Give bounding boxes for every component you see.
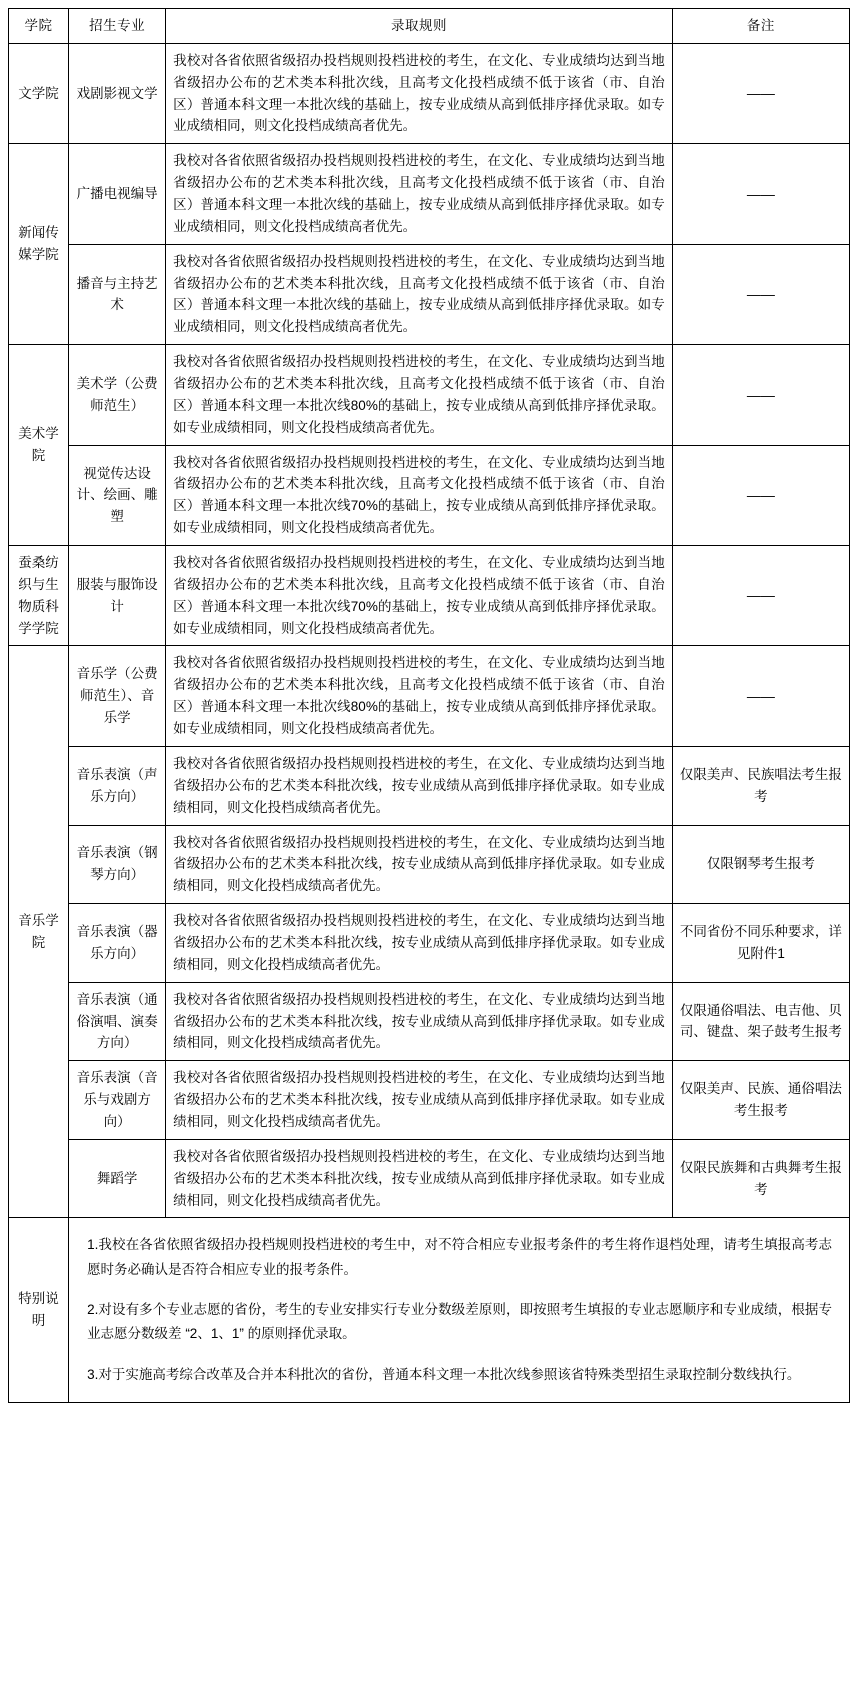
major-cell: 广播电视编导 [69, 144, 166, 244]
college-cell: 文学院 [9, 43, 69, 143]
table-row [9, 43, 850, 143]
header-remark: 备注 [672, 9, 849, 44]
major-cell: 舞蹈学 [69, 1139, 166, 1218]
table-row [9, 646, 850, 746]
major-cell: 音乐表演（声乐方向） [69, 746, 166, 825]
remark-cell: 仅限美声、民族、通俗唱法考生报考 [672, 1061, 849, 1140]
major-cell: 音乐表演（音乐与戏剧方向） [69, 1061, 166, 1140]
rule-cell: 我校对各省依照省级招办投档规则投档进校的考生，在文化、专业成绩均达到当地省级招办公布的艺术类本科批次线，且高考文化投档成绩不低于该省（市、自治区）普通本科文理一本批次线70%的基础上，按专业成绩从高到低排序择优录取。如专业成绩相同，则文化投档成绩高者优先。 [166, 546, 673, 646]
college-cell: 新闻传媒学院 [9, 144, 69, 345]
major-cell: 播音与主持艺术 [69, 244, 166, 344]
rule-cell: 我校对各省依照省级招办投档规则投档进校的考生，在文化、专业成绩均达到当地省级招办公布的艺术类本科批次线，按专业成绩从高到低排序择优录取。如专业成绩相同，则文化投档成绩高者优先。 [166, 746, 673, 825]
special-notes-body [69, 1218, 850, 1402]
table-header [9, 9, 850, 44]
rule-cell: 我校对各省依照省级招办投档规则投档进校的考生，在文化、专业成绩均达到当地省级招办公布的艺术类本科批次线，按专业成绩从高到低排序择优录取。如专业成绩相同，则文化投档成绩高者优先。 [166, 1139, 673, 1218]
remark-cell: —— [672, 445, 849, 545]
table-row [9, 445, 850, 545]
table-body [9, 43, 850, 1402]
college-cell: 蚕桑纺织与生物质科学学院 [9, 546, 69, 646]
remark-cell: —— [672, 244, 849, 344]
remark-cell: 不同省份不同乐种要求，详见附件1 [672, 904, 849, 983]
remark-cell: —— [672, 646, 849, 746]
major-cell: 视觉传达设计、绘画、雕塑 [69, 445, 166, 545]
college-cell: 美术学院 [9, 345, 69, 546]
header-row [9, 9, 850, 44]
major-cell: 音乐学（公费师范生）、音乐学 [69, 646, 166, 746]
college-cell: 音乐学院 [9, 646, 69, 1218]
special-notes-row [9, 1218, 850, 1402]
remark-cell: —— [672, 546, 849, 646]
major-cell: 美术学（公费师范生） [69, 345, 166, 445]
rule-cell: 我校对各省依照省级招办投档规则投档进校的考生，在文化、专业成绩均达到当地省级招办公布的艺术类本科批次线，按专业成绩从高到低排序择优录取。如专业成绩相同，则文化投档成绩高者优先。 [166, 825, 673, 904]
table-row [9, 144, 850, 244]
rule-cell: 我校对各省依照省级招办投档规则投档进校的考生，在文化、专业成绩均达到当地省级招办公布的艺术类本科批次线，且高考文化投档成绩不低于该省（市、自治区）普通本科文理一本批次线的基础上，按专业成绩从高到低排序择优录取。如专业成绩相同，则文化投档成绩高者优先。 [166, 144, 673, 244]
major-cell: 服装与服饰设计 [69, 546, 166, 646]
table-row [9, 345, 850, 445]
table-row [9, 546, 850, 646]
header-rule: 录取规则 [166, 9, 673, 44]
remark-cell: —— [672, 144, 849, 244]
remark-cell: —— [672, 43, 849, 143]
table-row [9, 982, 850, 1061]
rule-cell: 我校对各省依照省级招办投档规则投档进校的考生，在文化、专业成绩均达到当地省级招办公布的艺术类本科批次线，按专业成绩从高到低排序择优录取。如专业成绩相同，则文化投档成绩高者优先。 [166, 982, 673, 1061]
table-row [9, 825, 850, 904]
remark-cell: 仅限钢琴考生报考 [672, 825, 849, 904]
special-notes-label: 特别说明 [9, 1218, 69, 1402]
special-note-item: 1.我校在各省依照省级招办投档规则投档进校的考生中，对不符合相应专业报考条件的考生将作退档处理，请考生填报高考志愿时务必确认是否符合相应专业的报考条件。 [87, 1237, 832, 1277]
rule-cell: 我校对各省依照省级招办投档规则投档进校的考生，在文化、专业成绩均达到当地省级招办公布的艺术类本科批次线，按专业成绩从高到低排序择优录取。如专业成绩相同，则文化投档成绩高者优先。 [166, 1061, 673, 1140]
table-row [9, 1139, 850, 1218]
special-note-item: 3.对于实施高考综合改革及合并本科批次的省份，普通本科文理一本批次线参照该省特殊类型招生录取控制分数线执行。 [87, 1366, 801, 1382]
major-cell: 戏剧影视文学 [69, 43, 166, 143]
table-row [9, 904, 850, 983]
remark-cell: 仅限美声、民族唱法考生报考 [672, 746, 849, 825]
header-college: 学院 [9, 9, 69, 44]
remark-cell: 仅限民族舞和古典舞考生报考 [672, 1139, 849, 1218]
major-cell: 音乐表演（器乐方向） [69, 904, 166, 983]
major-cell: 音乐表演（钢琴方向） [69, 825, 166, 904]
header-major: 招生专业 [69, 9, 166, 44]
rule-cell: 我校对各省依照省级招办投档规则投档进校的考生，在文化、专业成绩均达到当地省级招办公布的艺术类本科批次线，按专业成绩从高到低排序择优录取。如专业成绩相同，则文化投档成绩高者优先。 [166, 904, 673, 983]
table-row [9, 244, 850, 344]
rule-cell: 我校对各省依照省级招办投档规则投档进校的考生，在文化、专业成绩均达到当地省级招办公布的艺术类本科批次线，且高考文化投档成绩不低于该省（市、自治区）普通本科文理一本批次线80%的基础上，按专业成绩从高到低排序择优录取。如专业成绩相同，则文化投档成绩高者优先。 [166, 345, 673, 445]
rule-cell: 我校对各省依照省级招办投档规则投档进校的考生，在文化、专业成绩均达到当地省级招办公布的艺术类本科批次线，且高考文化投档成绩不低于该省（市、自治区）普通本科文理一本批次线的基础上，按专业成绩从高到低排序择优录取。如专业成绩相同，则文化投档成绩高者优先。 [166, 43, 673, 143]
remark-cell: —— [672, 345, 849, 445]
table-row [9, 1061, 850, 1140]
rule-cell: 我校对各省依照省级招办投档规则投档进校的考生，在文化、专业成绩均达到当地省级招办公布的艺术类本科批次线，且高考文化投档成绩不低于该省（市、自治区）普通本科文理一本批次线80%的基础上，按专业成绩从高到低排序择优录取。如专业成绩相同，则文化投档成绩高者优先。 [166, 646, 673, 746]
rule-cell: 我校对各省依照省级招办投档规则投档进校的考生，在文化、专业成绩均达到当地省级招办公布的艺术类本科批次线，且高考文化投档成绩不低于该省（市、自治区）普通本科文理一本批次线70%的基础上，按专业成绩从高到低排序择优录取。如专业成绩相同，则文化投档成绩高者优先。 [166, 445, 673, 545]
rule-cell: 我校对各省依照省级招办投档规则投档进校的考生，在文化、专业成绩均达到当地省级招办公布的艺术类本科批次线，且高考文化投档成绩不低于该省（市、自治区）普通本科文理一本批次线的基础上，按专业成绩从高到低排序择优录取。如专业成绩相同，则文化投档成绩高者优先。 [166, 244, 673, 344]
admission-rules-table [8, 8, 850, 1403]
table-row [9, 746, 850, 825]
major-cell: 音乐表演（通俗演唱、演奏方向） [69, 982, 166, 1061]
special-note-item: 2.对设有多个专业志愿的省份，考生的专业安排实行专业分数级差原则，即按照考生填报的专业志愿顺序和专业成绩，根据专业志愿分数级差 “2、1、1” 的原则择优录取。 [87, 1301, 832, 1342]
remark-cell: 仅限通俗唱法、电吉他、贝司、键盘、架子鼓考生报考 [672, 982, 849, 1061]
